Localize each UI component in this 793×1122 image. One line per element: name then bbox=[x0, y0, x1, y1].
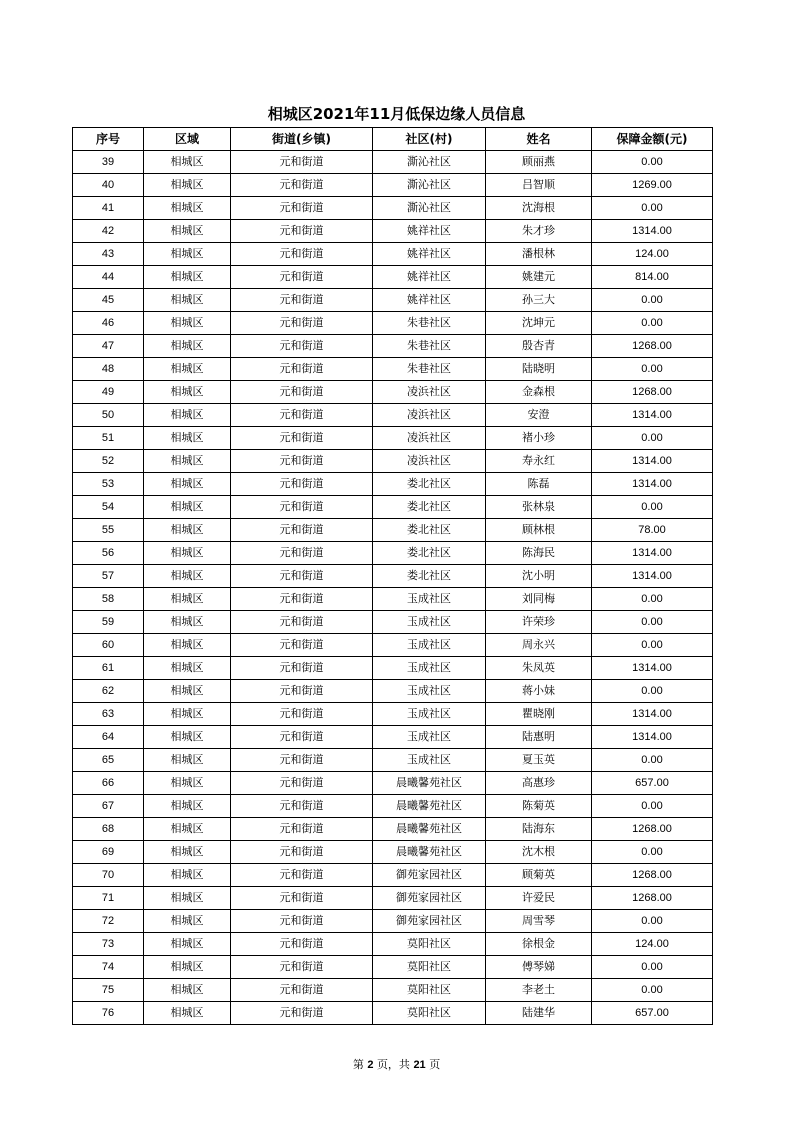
cell-community: 玉成社区 bbox=[373, 588, 486, 611]
cell-street: 元和街道 bbox=[231, 312, 373, 335]
cell-community: 凌浜社区 bbox=[373, 427, 486, 450]
cell-name: 朱凤英 bbox=[486, 657, 592, 680]
cell-community: 莫阳社区 bbox=[373, 933, 486, 956]
cell-amount: 1314.00 bbox=[592, 703, 713, 726]
table-row bbox=[73, 772, 713, 795]
cell-street: 元和街道 bbox=[231, 289, 373, 312]
cell-serial: 43 bbox=[73, 243, 144, 266]
table-row bbox=[73, 1002, 713, 1025]
cell-serial: 76 bbox=[73, 1002, 144, 1025]
footer-suffix: 页 bbox=[429, 1058, 441, 1071]
cell-serial: 61 bbox=[73, 657, 144, 680]
cell-district: 相城区 bbox=[144, 749, 231, 772]
table-row bbox=[73, 542, 713, 565]
cell-district: 相城区 bbox=[144, 220, 231, 243]
cell-community: 凌浜社区 bbox=[373, 450, 486, 473]
cell-community: 凌浜社区 bbox=[373, 381, 486, 404]
cell-district: 相城区 bbox=[144, 887, 231, 910]
table-row bbox=[73, 588, 713, 611]
cell-serial: 60 bbox=[73, 634, 144, 657]
cell-serial: 40 bbox=[73, 174, 144, 197]
table-row bbox=[73, 335, 713, 358]
table-row bbox=[73, 404, 713, 427]
cell-serial: 48 bbox=[73, 358, 144, 381]
cell-district: 相城区 bbox=[144, 634, 231, 657]
cell-street: 元和街道 bbox=[231, 220, 373, 243]
cell-street: 元和街道 bbox=[231, 657, 373, 680]
cell-name: 寿永红 bbox=[486, 450, 592, 473]
footer-page-number: 2 bbox=[367, 1059, 374, 1071]
cell-name: 姚建元 bbox=[486, 266, 592, 289]
cell-district: 相城区 bbox=[144, 795, 231, 818]
cell-district: 相城区 bbox=[144, 312, 231, 335]
cell-name: 朱才珍 bbox=[486, 220, 592, 243]
cell-community: 玉成社区 bbox=[373, 611, 486, 634]
cell-name: 安澄 bbox=[486, 404, 592, 427]
cell-community: 玉成社区 bbox=[373, 749, 486, 772]
table-row bbox=[73, 312, 713, 335]
footer-prefix: 第 bbox=[352, 1058, 364, 1071]
cell-district: 相城区 bbox=[144, 243, 231, 266]
cell-amount: 0.00 bbox=[592, 680, 713, 703]
cell-community: 朱巷社区 bbox=[373, 358, 486, 381]
table-row bbox=[73, 910, 713, 933]
cell-amount: 1314.00 bbox=[592, 565, 713, 588]
cell-amount: 657.00 bbox=[592, 772, 713, 795]
cell-amount: 0.00 bbox=[592, 496, 713, 519]
cell-street: 元和街道 bbox=[231, 404, 373, 427]
cell-street: 元和街道 bbox=[231, 542, 373, 565]
cell-community: 姚祥社区 bbox=[373, 243, 486, 266]
cell-district: 相城区 bbox=[144, 358, 231, 381]
cell-name: 褚小珍 bbox=[486, 427, 592, 450]
table-row bbox=[73, 266, 713, 289]
table-row bbox=[73, 427, 713, 450]
cell-street: 元和街道 bbox=[231, 381, 373, 404]
cell-serial: 70 bbox=[73, 864, 144, 887]
cell-street: 元和街道 bbox=[231, 680, 373, 703]
cell-street: 元和街道 bbox=[231, 749, 373, 772]
cell-street: 元和街道 bbox=[231, 151, 373, 174]
table-row bbox=[73, 174, 713, 197]
cell-serial: 71 bbox=[73, 887, 144, 910]
cell-name: 周雪琴 bbox=[486, 910, 592, 933]
cell-amount: 1314.00 bbox=[592, 542, 713, 565]
cell-amount: 0.00 bbox=[592, 795, 713, 818]
table-row bbox=[73, 703, 713, 726]
cell-street: 元和街道 bbox=[231, 197, 373, 220]
cell-district: 相城区 bbox=[144, 910, 231, 933]
cell-serial: 50 bbox=[73, 404, 144, 427]
cell-community: 娄北社区 bbox=[373, 565, 486, 588]
cell-community: 晨曦馨苑社区 bbox=[373, 841, 486, 864]
cell-serial: 74 bbox=[73, 956, 144, 979]
table-row bbox=[73, 519, 713, 542]
cell-community: 姚祥社区 bbox=[373, 266, 486, 289]
cell-name: 许荣珍 bbox=[486, 611, 592, 634]
cell-district: 相城区 bbox=[144, 818, 231, 841]
cell-name: 沈小明 bbox=[486, 565, 592, 588]
cell-amount: 0.00 bbox=[592, 151, 713, 174]
cell-amount: 1268.00 bbox=[592, 864, 713, 887]
cell-street: 元和街道 bbox=[231, 519, 373, 542]
table-row bbox=[73, 565, 713, 588]
cell-name: 傅琴娣 bbox=[486, 956, 592, 979]
cell-serial: 63 bbox=[73, 703, 144, 726]
cell-community: 玉成社区 bbox=[373, 634, 486, 657]
cell-name: 顾菊英 bbox=[486, 864, 592, 887]
cell-community: 姚祥社区 bbox=[373, 220, 486, 243]
table-row bbox=[73, 289, 713, 312]
cell-serial: 67 bbox=[73, 795, 144, 818]
cell-district: 相城区 bbox=[144, 979, 231, 1002]
cell-amount: 1268.00 bbox=[592, 887, 713, 910]
table-row bbox=[73, 726, 713, 749]
cell-street: 元和街道 bbox=[231, 358, 373, 381]
cell-serial: 51 bbox=[73, 427, 144, 450]
cell-amount: 0.00 bbox=[592, 358, 713, 381]
cell-amount: 0.00 bbox=[592, 841, 713, 864]
table-row bbox=[73, 818, 713, 841]
cell-district: 相城区 bbox=[144, 289, 231, 312]
cell-amount: 78.00 bbox=[592, 519, 713, 542]
table-row bbox=[73, 864, 713, 887]
cell-serial: 53 bbox=[73, 473, 144, 496]
cell-district: 相城区 bbox=[144, 565, 231, 588]
cell-community: 玉成社区 bbox=[373, 703, 486, 726]
cell-name: 陈菊英 bbox=[486, 795, 592, 818]
cell-community: 莫阳社区 bbox=[373, 956, 486, 979]
cell-street: 元和街道 bbox=[231, 473, 373, 496]
table-row bbox=[73, 933, 713, 956]
cell-amount: 124.00 bbox=[592, 933, 713, 956]
cell-amount: 0.00 bbox=[592, 910, 713, 933]
cell-district: 相城区 bbox=[144, 1002, 231, 1025]
column-header-district: 区域 bbox=[144, 128, 231, 151]
cell-amount: 1268.00 bbox=[592, 335, 713, 358]
cell-serial: 39 bbox=[73, 151, 144, 174]
cell-serial: 73 bbox=[73, 933, 144, 956]
cell-district: 相城区 bbox=[144, 335, 231, 358]
column-header-name: 姓名 bbox=[486, 128, 592, 151]
table-row bbox=[73, 979, 713, 1002]
cell-community: 晨曦馨苑社区 bbox=[373, 818, 486, 841]
cell-community: 晨曦馨苑社区 bbox=[373, 772, 486, 795]
cell-community: 澌沁社区 bbox=[373, 197, 486, 220]
cell-district: 相城区 bbox=[144, 680, 231, 703]
cell-amount: 1314.00 bbox=[592, 404, 713, 427]
cell-district: 相城区 bbox=[144, 703, 231, 726]
cell-name: 陆建华 bbox=[486, 1002, 592, 1025]
cell-name: 高惠珍 bbox=[486, 772, 592, 795]
table-row bbox=[73, 450, 713, 473]
table-row bbox=[73, 795, 713, 818]
table-row bbox=[73, 151, 713, 174]
cell-street: 元和街道 bbox=[231, 933, 373, 956]
cell-name: 许爱民 bbox=[486, 887, 592, 910]
cell-district: 相城区 bbox=[144, 956, 231, 979]
cell-serial: 57 bbox=[73, 565, 144, 588]
cell-serial: 66 bbox=[73, 772, 144, 795]
cell-serial: 75 bbox=[73, 979, 144, 1002]
cell-street: 元和街道 bbox=[231, 496, 373, 519]
cell-district: 相城区 bbox=[144, 197, 231, 220]
column-header-amount: 保障金额(元) bbox=[592, 128, 713, 151]
cell-serial: 44 bbox=[73, 266, 144, 289]
cell-name: 徐根金 bbox=[486, 933, 592, 956]
cell-community: 娄北社区 bbox=[373, 473, 486, 496]
cell-amount: 657.00 bbox=[592, 1002, 713, 1025]
cell-community: 姚祥社区 bbox=[373, 289, 486, 312]
cell-community: 御苑家园社区 bbox=[373, 910, 486, 933]
cell-amount: 1314.00 bbox=[592, 726, 713, 749]
cell-street: 元和街道 bbox=[231, 726, 373, 749]
document-title: 相城区2021年11月低保边缘人员信息 bbox=[267, 105, 526, 123]
cell-street: 元和街道 bbox=[231, 864, 373, 887]
cell-name: 蒋小妹 bbox=[486, 680, 592, 703]
cell-name: 顾林根 bbox=[486, 519, 592, 542]
cell-serial: 62 bbox=[73, 680, 144, 703]
cell-name: 吕智顺 bbox=[486, 174, 592, 197]
cell-serial: 72 bbox=[73, 910, 144, 933]
cell-amount: 0.00 bbox=[592, 979, 713, 1002]
cell-community: 玉成社区 bbox=[373, 657, 486, 680]
cell-community: 澌沁社区 bbox=[373, 151, 486, 174]
cell-amount: 814.00 bbox=[592, 266, 713, 289]
cell-street: 元和街道 bbox=[231, 818, 373, 841]
cell-community: 御苑家园社区 bbox=[373, 887, 486, 910]
table-row bbox=[73, 841, 713, 864]
cell-street: 元和街道 bbox=[231, 565, 373, 588]
cell-district: 相城区 bbox=[144, 611, 231, 634]
data-table bbox=[72, 127, 713, 1025]
cell-amount: 124.00 bbox=[592, 243, 713, 266]
cell-serial: 42 bbox=[73, 220, 144, 243]
cell-district: 相城区 bbox=[144, 381, 231, 404]
cell-district: 相城区 bbox=[144, 450, 231, 473]
cell-community: 朱巷社区 bbox=[373, 312, 486, 335]
footer-mid: 页，共 bbox=[376, 1058, 410, 1071]
column-header-serial: 序号 bbox=[73, 128, 144, 151]
cell-amount: 0.00 bbox=[592, 634, 713, 657]
cell-serial: 41 bbox=[73, 197, 144, 220]
cell-community: 晨曦馨苑社区 bbox=[373, 795, 486, 818]
cell-street: 元和街道 bbox=[231, 795, 373, 818]
cell-name: 陈磊 bbox=[486, 473, 592, 496]
cell-name: 李老土 bbox=[486, 979, 592, 1002]
cell-amount: 1314.00 bbox=[592, 657, 713, 680]
cell-name: 夏玉英 bbox=[486, 749, 592, 772]
cell-name: 沈木根 bbox=[486, 841, 592, 864]
cell-district: 相城区 bbox=[144, 519, 231, 542]
cell-district: 相城区 bbox=[144, 151, 231, 174]
cell-name: 陆惠明 bbox=[486, 726, 592, 749]
cell-community: 凌浜社区 bbox=[373, 404, 486, 427]
cell-name: 陆晓明 bbox=[486, 358, 592, 381]
cell-amount: 1269.00 bbox=[592, 174, 713, 197]
cell-name: 周永兴 bbox=[486, 634, 592, 657]
table-row bbox=[73, 657, 713, 680]
table-row bbox=[73, 611, 713, 634]
cell-serial: 47 bbox=[73, 335, 144, 358]
cell-name: 潘根林 bbox=[486, 243, 592, 266]
table-row bbox=[73, 680, 713, 703]
table-row bbox=[73, 496, 713, 519]
table-row bbox=[73, 634, 713, 657]
cell-community: 娄北社区 bbox=[373, 542, 486, 565]
cell-serial: 45 bbox=[73, 289, 144, 312]
cell-name: 金森根 bbox=[486, 381, 592, 404]
cell-serial: 54 bbox=[73, 496, 144, 519]
cell-amount: 0.00 bbox=[592, 197, 713, 220]
cell-name: 沈坤元 bbox=[486, 312, 592, 335]
cell-name: 孙三大 bbox=[486, 289, 592, 312]
cell-name: 殷杏青 bbox=[486, 335, 592, 358]
cell-serial: 64 bbox=[73, 726, 144, 749]
cell-amount: 1268.00 bbox=[592, 381, 713, 404]
cell-street: 元和街道 bbox=[231, 266, 373, 289]
cell-serial: 52 bbox=[73, 450, 144, 473]
cell-street: 元和街道 bbox=[231, 887, 373, 910]
cell-name: 瞿晓刚 bbox=[486, 703, 592, 726]
cell-street: 元和街道 bbox=[231, 634, 373, 657]
cell-amount: 0.00 bbox=[592, 588, 713, 611]
cell-amount: 0.00 bbox=[592, 749, 713, 772]
cell-district: 相城区 bbox=[144, 657, 231, 680]
cell-amount: 0.00 bbox=[592, 289, 713, 312]
cell-community: 娄北社区 bbox=[373, 519, 486, 542]
cell-community: 御苑家园社区 bbox=[373, 864, 486, 887]
table-row bbox=[73, 358, 713, 381]
column-header-street: 街道(乡镇) bbox=[231, 128, 373, 151]
cell-street: 元和街道 bbox=[231, 956, 373, 979]
page-footer bbox=[0, 1058, 793, 1072]
cell-amount: 0.00 bbox=[592, 611, 713, 634]
table-row bbox=[73, 887, 713, 910]
cell-community: 莫阳社区 bbox=[373, 979, 486, 1002]
cell-street: 元和街道 bbox=[231, 841, 373, 864]
cell-name: 刘同梅 bbox=[486, 588, 592, 611]
cell-serial: 49 bbox=[73, 381, 144, 404]
footer-total-pages: 21 bbox=[413, 1059, 426, 1071]
cell-street: 元和街道 bbox=[231, 174, 373, 197]
cell-name: 顾丽燕 bbox=[486, 151, 592, 174]
cell-serial: 65 bbox=[73, 749, 144, 772]
cell-street: 元和街道 bbox=[231, 335, 373, 358]
cell-district: 相城区 bbox=[144, 772, 231, 795]
cell-name: 陆海东 bbox=[486, 818, 592, 841]
cell-serial: 56 bbox=[73, 542, 144, 565]
cell-district: 相城区 bbox=[144, 496, 231, 519]
cell-district: 相城区 bbox=[144, 473, 231, 496]
table-header-row bbox=[73, 128, 713, 151]
table-row bbox=[73, 749, 713, 772]
cell-district: 相城区 bbox=[144, 427, 231, 450]
cell-serial: 46 bbox=[73, 312, 144, 335]
cell-street: 元和街道 bbox=[231, 427, 373, 450]
cell-district: 相城区 bbox=[144, 542, 231, 565]
cell-street: 元和街道 bbox=[231, 1002, 373, 1025]
cell-street: 元和街道 bbox=[231, 979, 373, 1002]
cell-amount: 0.00 bbox=[592, 427, 713, 450]
cell-community: 澌沁社区 bbox=[373, 174, 486, 197]
cell-name: 陈海民 bbox=[486, 542, 592, 565]
cell-community: 娄北社区 bbox=[373, 496, 486, 519]
cell-district: 相城区 bbox=[144, 726, 231, 749]
cell-community: 玉成社区 bbox=[373, 680, 486, 703]
cell-serial: 55 bbox=[73, 519, 144, 542]
cell-district: 相城区 bbox=[144, 588, 231, 611]
cell-district: 相城区 bbox=[144, 933, 231, 956]
table-row bbox=[73, 243, 713, 266]
cell-amount: 0.00 bbox=[592, 956, 713, 979]
cell-street: 元和街道 bbox=[231, 243, 373, 266]
cell-serial: 68 bbox=[73, 818, 144, 841]
cell-district: 相城区 bbox=[144, 404, 231, 427]
table-row bbox=[73, 197, 713, 220]
cell-district: 相城区 bbox=[144, 174, 231, 197]
cell-serial: 58 bbox=[73, 588, 144, 611]
cell-street: 元和街道 bbox=[231, 910, 373, 933]
cell-district: 相城区 bbox=[144, 841, 231, 864]
cell-district: 相城区 bbox=[144, 266, 231, 289]
cell-amount: 1314.00 bbox=[592, 220, 713, 243]
cell-street: 元和街道 bbox=[231, 611, 373, 634]
cell-community: 朱巷社区 bbox=[373, 335, 486, 358]
cell-district: 相城区 bbox=[144, 864, 231, 887]
cell-street: 元和街道 bbox=[231, 588, 373, 611]
column-header-community: 社区(村) bbox=[373, 128, 486, 151]
table-body bbox=[73, 151, 713, 1025]
cell-name: 沈海根 bbox=[486, 197, 592, 220]
cell-serial: 69 bbox=[73, 841, 144, 864]
table-row bbox=[73, 220, 713, 243]
table-row bbox=[73, 473, 713, 496]
cell-amount: 1268.00 bbox=[592, 818, 713, 841]
table-row bbox=[73, 381, 713, 404]
cell-amount: 1314.00 bbox=[592, 450, 713, 473]
cell-amount: 0.00 bbox=[592, 312, 713, 335]
cell-street: 元和街道 bbox=[231, 703, 373, 726]
cell-street: 元和街道 bbox=[231, 772, 373, 795]
cell-community: 莫阳社区 bbox=[373, 1002, 486, 1025]
cell-name: 张林泉 bbox=[486, 496, 592, 519]
cell-amount: 1314.00 bbox=[592, 473, 713, 496]
cell-serial: 59 bbox=[73, 611, 144, 634]
cell-street: 元和街道 bbox=[231, 450, 373, 473]
cell-community: 玉成社区 bbox=[373, 726, 486, 749]
table-row bbox=[73, 956, 713, 979]
